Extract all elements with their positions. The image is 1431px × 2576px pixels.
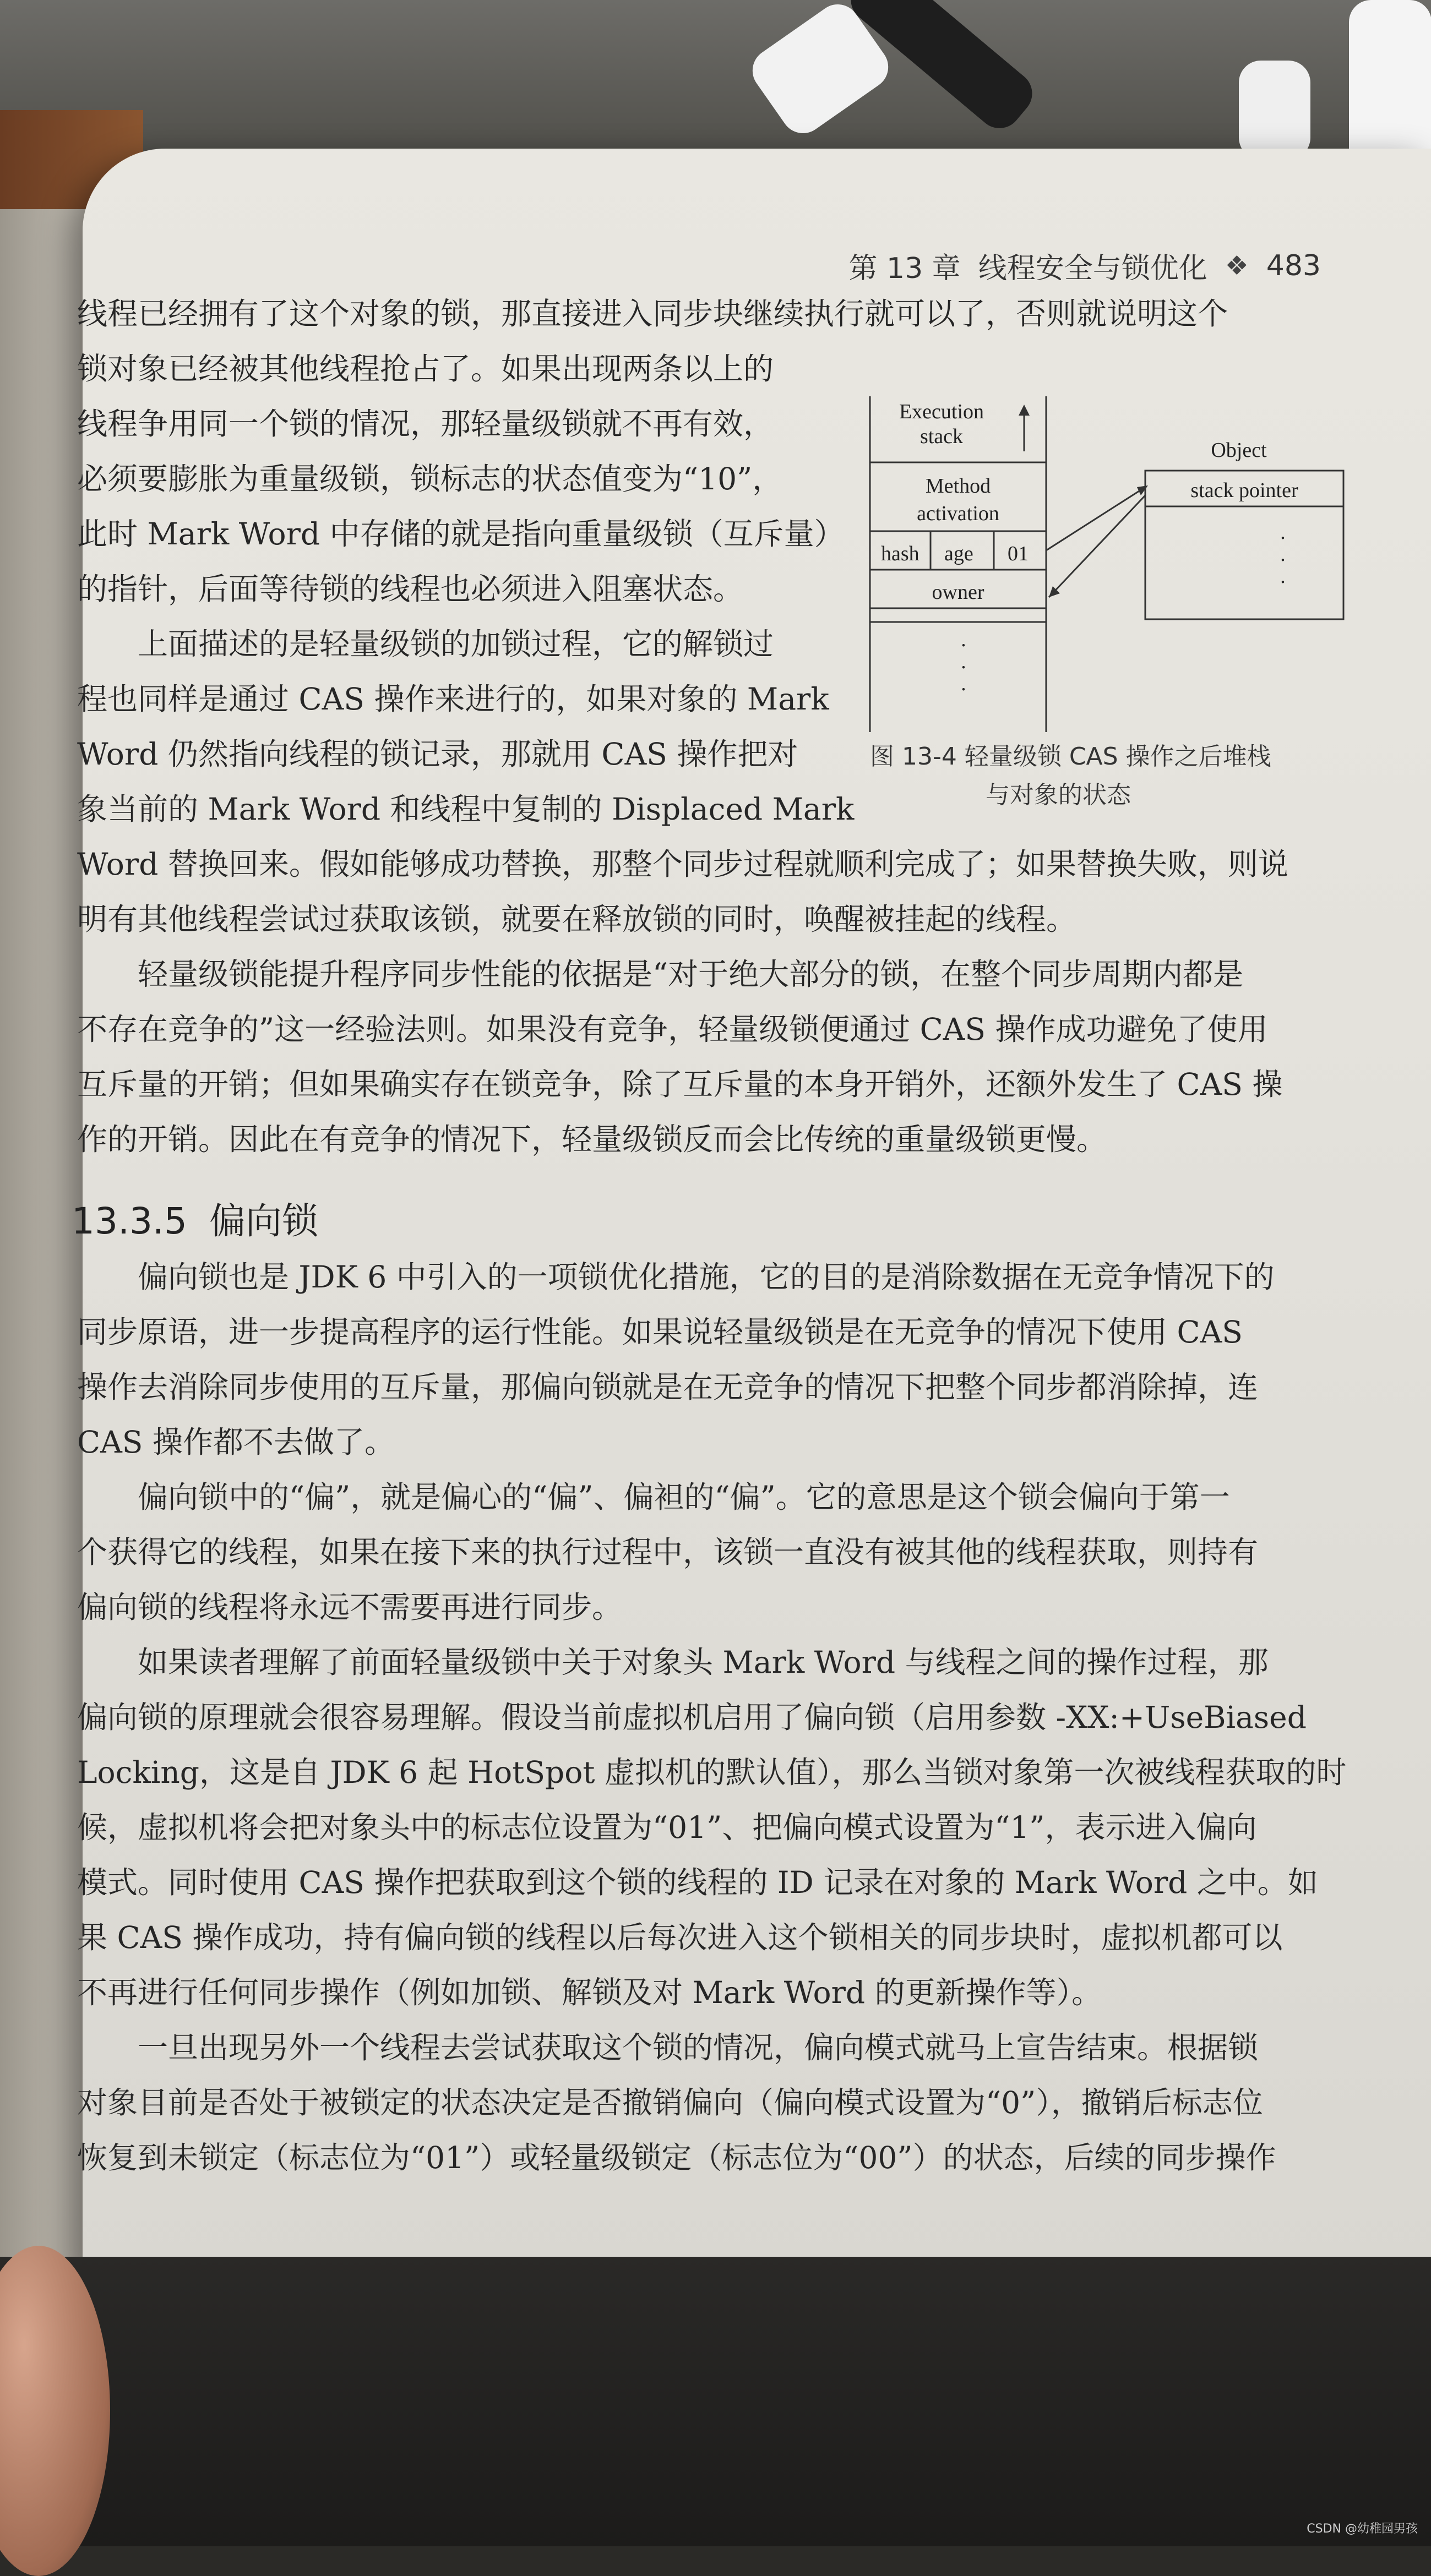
hash-cell-label: hash xyxy=(881,542,919,565)
text-line: CAS 操作都不去做了。 xyxy=(77,1425,395,1460)
caption-line: 图 13-4 轻量级锁 CAS 操作之后堆栈 xyxy=(870,743,1271,771)
text-line: 恢复到未锁定（标志位为“01”）或轻量级锁定（标志位为“00”）的状态，后续的同步操作 xyxy=(77,2140,1276,2175)
text-line: 操作去消除同步使用的互斥量，那偏向锁就是在无竞争的情况下把整个同步都消除掉，连 xyxy=(77,1369,1259,1405)
figure-13-4-diagram xyxy=(859,385,1354,738)
age-cell-label: age xyxy=(944,542,973,565)
svg-text:·: · xyxy=(1279,571,1287,594)
text-line: 模式。同时使用 CAS 操作把获取到这个锁的线程的 ID 记录在对象的 Mark Word 之中。如 xyxy=(77,1865,1318,1900)
text-line: 对象目前是否处于被锁定的状态决定是否撤销偏向（偏向模式设置为“0”），撤销后标志位 xyxy=(77,2085,1263,2120)
owner-label: owner xyxy=(932,581,984,604)
marker-pen xyxy=(1239,61,1310,160)
stack-pointer-label: stack pointer xyxy=(1190,479,1298,502)
text-line: 互斥量的开销；但如果确实存在锁竞争，除了互斥量的本身开销外，还额外发生了 CAS 操 xyxy=(77,1067,1283,1102)
arrowhead-icon xyxy=(1137,485,1148,495)
text-line: 不再进行任何同步操作（例如加锁、解锁及对 Mark Word 的更新操作等）。 xyxy=(77,1975,1102,2010)
text-line: 线程已经拥有了这个对象的锁，那直接进入同步块继续执行就可以了，否则就说明这个 xyxy=(77,296,1228,331)
section-heading xyxy=(72,1192,340,1244)
text-line: Word 仍然指向线程的锁记录，那就用 CAS 操作把对 xyxy=(77,736,798,772)
text-line: 的指针，后面等待锁的线程也必须进入阻塞状态。 xyxy=(77,571,744,607)
diamond-ornament-icon: ❖ xyxy=(1225,250,1249,281)
chapter-title: 线程安全与锁优化 xyxy=(978,252,1207,285)
pointer-arrow-to-object xyxy=(1046,487,1145,550)
svg-text:·: · xyxy=(960,678,967,701)
bits-cell-label: 01 xyxy=(1008,542,1029,565)
section-number: 13.3.5 xyxy=(72,1200,187,1242)
text-line: 候，虚拟机将会把对象头中的标志位设置为“01”、把偏向模式设置为“1”，表示进入偏向 xyxy=(77,1810,1257,1845)
text-line: Locking，这是自 JDK 6 起 HotSpot 虚拟机的默认值），那么当锁对象第一次被线程获取的时 xyxy=(77,1755,1347,1790)
text-line: 象当前的 Mark Word 和线程中复制的 Displaced Mark xyxy=(77,792,855,827)
caption-line: 与对象的状态 xyxy=(986,781,1131,809)
text-line: 明有其他线程尝试过获取该锁，就要在释放锁的同时，唤醒被挂起的线程。 xyxy=(77,902,1077,937)
text-line: 必须要膨胀为重量级锁，锁标志的状态值变为“10”， xyxy=(77,461,783,496)
pointer-arrow-to-stack xyxy=(1049,495,1145,597)
biased-lock-paragraphs xyxy=(77,1249,1360,2185)
text-line: 如果读者理解了前面轻量级锁中关于对象头 Mark Word 与线程之间的操作过程，那 xyxy=(138,1645,1269,1680)
page-bottom-shadow xyxy=(0,2257,1431,2546)
object-label: Object xyxy=(1211,439,1267,462)
lightweight-lock-paragraph xyxy=(77,947,1360,1167)
section-title: 偏向锁 xyxy=(209,1200,318,1242)
method-label: Method xyxy=(925,474,991,498)
text-line: 锁对象已经被其他线程抢占了。如果出现两条以上的 xyxy=(77,351,774,386)
text-line: 果 CAS 操作成功，持有偏向锁的线程以后每次进入这个锁相关的同步块时，虚拟机都可以 xyxy=(77,1920,1283,1955)
text-line: Word 替换回来。假如能够成功替换，那整个同步过程就顺利完成了；如果替换失败，则说 xyxy=(77,847,1288,882)
execution-stack-label-2: stack xyxy=(919,425,964,448)
text-line: 同步原语，进一步提高程序的运行性能。如果说轻量级锁是在无竞争的情况下使用 CAS xyxy=(77,1314,1243,1350)
svg-text:·: · xyxy=(1279,527,1287,550)
text-line: 偏向锁也是 JDK 6 中引入的一项锁优化措施，它的目的是消除数据在无竞争情况下的 xyxy=(138,1259,1275,1295)
svg-text:·: · xyxy=(960,656,967,679)
ellipsis-dots: · xyxy=(960,634,967,657)
chapter-label: 第 13 章 xyxy=(848,252,961,285)
text-line: 作的开销。因此在有竞争的情况下，轻量级锁反而会比传统的重量级锁更慢。 xyxy=(77,1122,1107,1157)
text-line: 偏向锁的原理就会很容易理解。假设当前虚拟机启用了偏向锁（启用参数 -XX:+UseBiased xyxy=(77,1700,1307,1735)
activation-label: activation xyxy=(917,502,999,525)
page-header xyxy=(848,245,1321,286)
text-line: 偏向锁的线程将永远不需要再进行同步。 xyxy=(77,1590,623,1625)
text-line: 偏向锁中的“偏”，就是偏心的“偏”、偏袒的“偏”。它的意思是这个锁会偏向于第一 xyxy=(138,1480,1230,1515)
text-line: 轻量级锁能提升程序同步性能的依据是“对于绝大部分的锁，在整个同步周期内都是 xyxy=(138,957,1244,992)
text-line: 上面描述的是轻量级锁的加锁过程，它的解锁过 xyxy=(138,626,774,662)
watermark: CSDN @幼稚园男孩 xyxy=(1307,2522,1418,2536)
text-line: 一旦出现另外一个线程去尝试获取这个锁的情况，偏向模式就马上宣告结束。根据锁 xyxy=(138,2030,1259,2065)
text-line: 程也同样是通过 CAS 操作来进行的，如果对象的 Mark xyxy=(77,681,829,717)
execution-stack-label: Execution xyxy=(899,400,984,423)
text-line: 个获得它的线程，如果在接下来的执行过程中，该锁一直没有被其他的线程获取，则持有 xyxy=(77,1535,1259,1570)
figure-caption xyxy=(870,738,1354,815)
page-number: 483 xyxy=(1266,249,1321,282)
text-line: 不存在竞争的”这一经验法则。如果没有竞争，轻量级锁便通过 CAS 操作成功避免了使用 xyxy=(77,1012,1268,1047)
text-line: 线程争用同一个锁的情况，那轻量级锁就不再有效， xyxy=(77,406,774,441)
arrowhead-icon xyxy=(1019,405,1030,416)
svg-text:·: · xyxy=(1279,549,1287,572)
text-line: 此时 Mark Word 中存储的就是指向重量级锁（互斥量） xyxy=(77,516,845,552)
